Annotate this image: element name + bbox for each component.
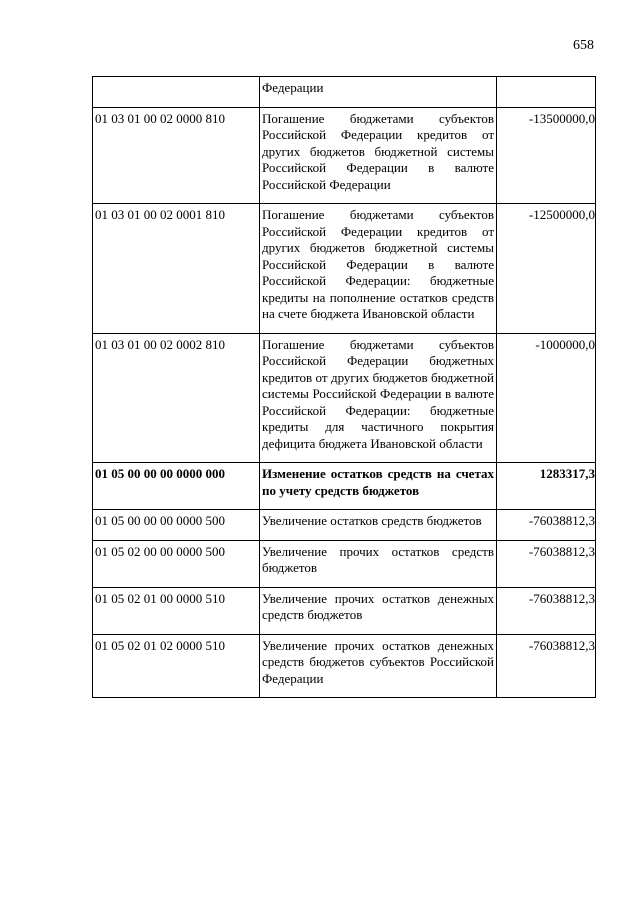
code-cell: 01 05 02 01 02 0000 510 (93, 634, 260, 698)
amount-cell: -1000000,0 (497, 333, 596, 463)
amount-cell: -76038812,3 (497, 587, 596, 634)
amount-cell: -76038812,3 (497, 510, 596, 541)
name-cell: Увеличение прочих остатков денежных средств бюджетов субъектов Российской Федерации (260, 634, 497, 698)
name-cell: Погашение бюджетами субъектов Российской Федерации кредитов от других бюджетов бюджетной системы Российской Федерации в валюте Российской Федерации: бюджетные кредиты на пополнение остатков средств на счете бюджета Ивановской области (260, 204, 497, 334)
amount-cell: 1283317,3 (497, 463, 596, 510)
name-cell: Федерации (260, 77, 497, 108)
code-cell: 01 05 00 00 00 0000 500 (93, 510, 260, 541)
amount-cell: -12500000,0 (497, 204, 596, 334)
name-cell: Погашение бюджетами субъектов Российской Федерации кредитов от других бюджетов бюджетной системы Российской Федерации в валюте Российской Федерации (260, 107, 497, 204)
page-number: 658 (573, 38, 594, 53)
name-cell: Погашение бюджетами субъектов Российской Федерации бюджетных кредитов от других бюджетов бюджетной системы Российской Федерации в валюте Российской Федерации: бюджетные кредиты для частичного покрытия дефицита бюджета Ивановской области (260, 333, 497, 463)
name-cell: Увеличение прочих остатков средств бюджетов (260, 540, 497, 587)
budget-sources-table (92, 76, 596, 698)
table-row (93, 107, 596, 204)
code-cell: 01 03 01 00 02 0001 810 (93, 204, 260, 334)
code-cell: 01 05 02 01 00 0000 510 (93, 587, 260, 634)
table-row (93, 540, 596, 587)
amount-cell (497, 77, 596, 108)
name-cell: Изменение остатков средств на счетах по учету средств бюджетов (260, 463, 497, 510)
code-cell: 01 03 01 00 02 0002 810 (93, 333, 260, 463)
table-row (93, 463, 596, 510)
table-row (93, 634, 596, 698)
table-row (93, 333, 596, 463)
amount-cell: -76038812,3 (497, 540, 596, 587)
table-row (93, 587, 596, 634)
table-row (93, 77, 596, 108)
code-cell: 01 05 00 00 00 0000 000 (93, 463, 260, 510)
amount-cell: -76038812,3 (497, 634, 596, 698)
code-cell: 01 03 01 00 02 0000 810 (93, 107, 260, 204)
table-row (93, 510, 596, 541)
name-cell: Увеличение остатков средств бюджетов (260, 510, 497, 541)
code-cell: 01 05 02 00 00 0000 500 (93, 540, 260, 587)
code-cell (93, 77, 260, 108)
amount-cell: -13500000,0 (497, 107, 596, 204)
table-row (93, 204, 596, 334)
name-cell: Увеличение прочих остатков денежных средств бюджетов (260, 587, 497, 634)
